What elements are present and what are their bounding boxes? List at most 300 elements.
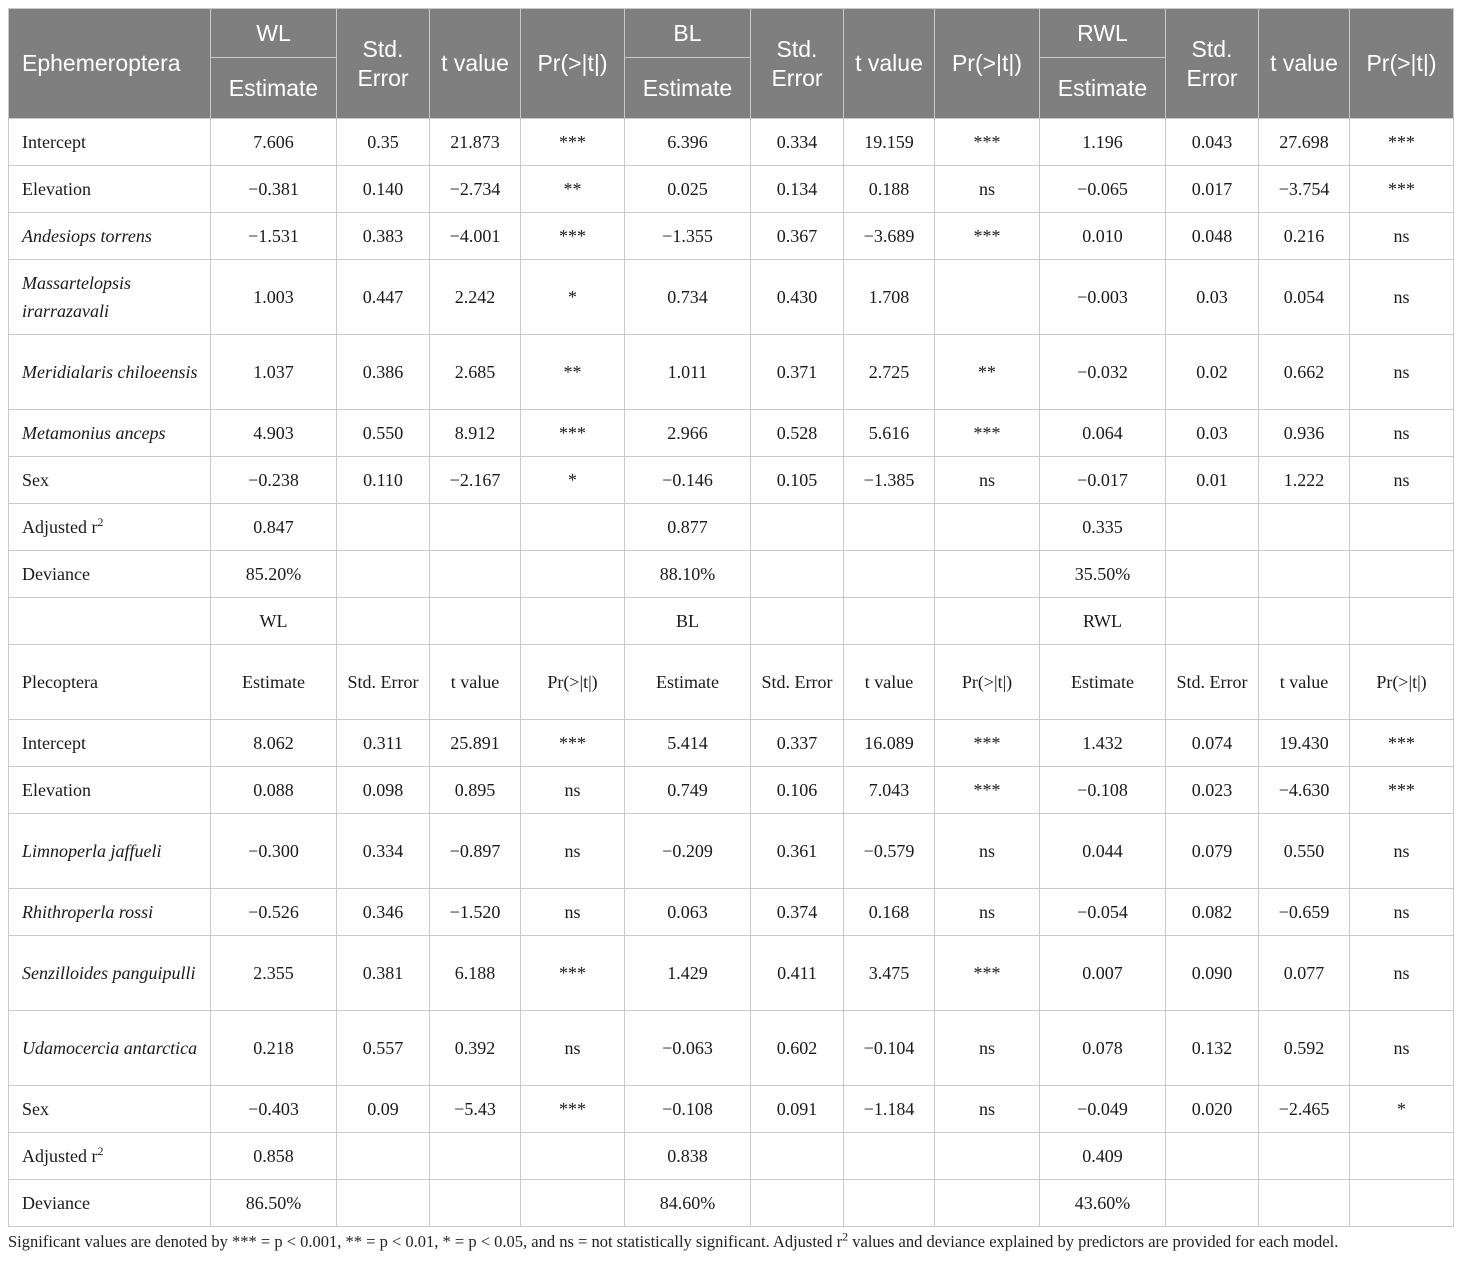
table-cell: 0.105	[751, 457, 844, 504]
table-cell: ns	[1350, 213, 1454, 260]
table-cell: 0.346	[337, 889, 430, 936]
adjusted-r2-value: 0.877	[625, 504, 751, 551]
table-cell: ***	[935, 213, 1040, 260]
table-cell: *	[521, 260, 625, 335]
table-cell: ns	[935, 814, 1040, 889]
group-label-rwl: RWL	[1040, 598, 1166, 645]
adjusted-r-superscript: 2	[97, 1143, 104, 1158]
table-cell: −2.465	[1259, 1086, 1350, 1133]
table-cell: −0.381	[211, 166, 337, 213]
table-cell: 0.007	[1040, 936, 1166, 1011]
empty-cell	[430, 598, 521, 645]
predictor-label: Metamonius anceps	[9, 410, 211, 457]
std-error-header: Std. Error	[1166, 9, 1259, 119]
table-cell: 19.159	[844, 119, 935, 166]
adjusted-r2-value: 0.409	[1040, 1133, 1166, 1180]
table-cell: −2.167	[430, 457, 521, 504]
table-cell: ***	[935, 720, 1040, 767]
table-cell: **	[935, 335, 1040, 410]
table-cell: 0.374	[751, 889, 844, 936]
table-cell: 0.602	[751, 1011, 844, 1086]
empty-cell	[751, 551, 844, 598]
table-cell: −0.063	[625, 1011, 751, 1086]
empty-cell	[337, 551, 430, 598]
empty-cell	[337, 598, 430, 645]
regression-table	[8, 8, 1454, 1227]
group-header-rwl: RWL	[1040, 9, 1166, 58]
empty-cell	[1350, 551, 1454, 598]
empty-cell	[337, 1180, 430, 1227]
empty-cell	[844, 504, 935, 551]
table-cell: 0.550	[337, 410, 430, 457]
table-cell: −0.659	[1259, 889, 1350, 936]
table-cell: 5.414	[625, 720, 751, 767]
table-cell: 0.082	[1166, 889, 1259, 936]
predictor-label: Andesiops torrens	[9, 213, 211, 260]
t-value-label: t value	[430, 645, 521, 720]
std-error-label: Std. Error	[1166, 645, 1259, 720]
t-value-label: t value	[844, 645, 935, 720]
table-cell: −0.065	[1040, 166, 1166, 213]
empty-cell	[935, 1180, 1040, 1227]
group-header-bl: BL	[625, 9, 751, 58]
order-header: Ephemeroptera	[9, 9, 211, 119]
empty-cell	[1259, 504, 1350, 551]
table-cell: −0.403	[211, 1086, 337, 1133]
empty-cell	[935, 598, 1040, 645]
estimate-label: Estimate	[1040, 645, 1166, 720]
footnote-text-end: values and deviance explained by predictors are provided for each model.	[848, 1232, 1339, 1251]
table-cell: −0.238	[211, 457, 337, 504]
table-cell: 1.037	[211, 335, 337, 410]
table-cell: **	[521, 335, 625, 410]
table-cell: ns	[1350, 889, 1454, 936]
empty-cell	[935, 551, 1040, 598]
table-cell: ns	[935, 1086, 1040, 1133]
table-cell: 4.903	[211, 410, 337, 457]
table-cell: 27.698	[1259, 119, 1350, 166]
table-cell: 0.216	[1259, 213, 1350, 260]
empty-cell	[935, 504, 1040, 551]
table-cell	[935, 260, 1040, 335]
table-cell: ns	[1350, 260, 1454, 335]
table-cell: 2.242	[430, 260, 521, 335]
table-cell: ns	[1350, 410, 1454, 457]
table-cell: 8.062	[211, 720, 337, 767]
table-cell: −0.209	[625, 814, 751, 889]
empty-cell	[1259, 1133, 1350, 1180]
table-cell: 0.132	[1166, 1011, 1259, 1086]
table-cell: 0.110	[337, 457, 430, 504]
table-cell: 0.074	[1166, 720, 1259, 767]
table-cell: ***	[521, 410, 625, 457]
table-cell: 0.311	[337, 720, 430, 767]
table-cell: 0.098	[337, 767, 430, 814]
table-cell: 0.044	[1040, 814, 1166, 889]
table-cell: 2.355	[211, 936, 337, 1011]
table-row	[9, 720, 1454, 767]
adjusted-r-label-text: Adjusted r	[22, 516, 98, 537]
empty-cell	[1166, 504, 1259, 551]
table-cell: 7.606	[211, 119, 337, 166]
predictor-label: Elevation	[9, 767, 211, 814]
table-cell: 0.188	[844, 166, 935, 213]
table-cell: −3.754	[1259, 166, 1350, 213]
t-value-header: t value	[844, 9, 935, 119]
adjusted-r2-value: 0.858	[211, 1133, 337, 1180]
table-cell: −4.001	[430, 213, 521, 260]
table-cell: 0.090	[1166, 936, 1259, 1011]
table-cell: 8.912	[430, 410, 521, 457]
table-footnote	[8, 1230, 1453, 1253]
table-cell: 0.411	[751, 936, 844, 1011]
table-cell: −0.032	[1040, 335, 1166, 410]
table-cell: ns	[1350, 1011, 1454, 1086]
table-cell: 16.089	[844, 720, 935, 767]
table-row	[9, 335, 1454, 410]
table-cell: 0.35	[337, 119, 430, 166]
table-cell: −1.355	[625, 213, 751, 260]
table-cell: 0.09	[337, 1086, 430, 1133]
table-cell: 0.140	[337, 166, 430, 213]
empty-cell	[521, 1133, 625, 1180]
empty-cell	[1350, 504, 1454, 551]
estimate-header: Estimate	[1040, 58, 1166, 119]
table-cell: −0.526	[211, 889, 337, 936]
plecoptera-header-row	[9, 645, 1454, 720]
table-cell: ***	[521, 119, 625, 166]
pr-header: Pr(>|t|)	[1350, 9, 1454, 119]
empty-cell	[1350, 598, 1454, 645]
table-cell: 0.025	[625, 166, 751, 213]
table-cell: 1.011	[625, 335, 751, 410]
group-header-wl: WL	[211, 9, 337, 58]
empty-cell	[1259, 1180, 1350, 1227]
adjusted-r2-value: 0.838	[625, 1133, 751, 1180]
table-cell: ns	[935, 889, 1040, 936]
table-cell: −0.003	[1040, 260, 1166, 335]
table-row	[9, 260, 1454, 335]
table-cell: 0.091	[751, 1086, 844, 1133]
table-cell: 25.891	[430, 720, 521, 767]
table-cell: 0.749	[625, 767, 751, 814]
table-cell: 1.222	[1259, 457, 1350, 504]
table-cell: *	[1350, 1086, 1454, 1133]
adjusted-r-label-text: Adjusted r	[22, 1145, 98, 1166]
empty-cell	[751, 1180, 844, 1227]
predictor-label: Elevation	[9, 166, 211, 213]
table-cell: **	[521, 166, 625, 213]
table-cell: 0.662	[1259, 335, 1350, 410]
t-value-label: t value	[1259, 645, 1350, 720]
table-cell: −3.689	[844, 213, 935, 260]
std-error-header: Std. Error	[751, 9, 844, 119]
table-cell: 0.557	[337, 1011, 430, 1086]
t-value-header: t value	[1259, 9, 1350, 119]
table-row	[9, 889, 1454, 936]
table-cell: 0.367	[751, 213, 844, 260]
table-cell: ns	[1350, 936, 1454, 1011]
table-cell: 0.550	[1259, 814, 1350, 889]
table-cell: 0.010	[1040, 213, 1166, 260]
ephemeroptera-section	[9, 119, 1454, 598]
table-cell: 0.01	[1166, 457, 1259, 504]
table-cell: 1.003	[211, 260, 337, 335]
table-cell: 6.188	[430, 936, 521, 1011]
table-cell: −0.049	[1040, 1086, 1166, 1133]
table-row	[9, 767, 1454, 814]
table-cell: 0.334	[751, 119, 844, 166]
table-cell: ***	[935, 119, 1040, 166]
table-row	[9, 457, 1454, 504]
table-cell: 2.685	[430, 335, 521, 410]
empty-cell	[751, 504, 844, 551]
empty-cell	[844, 551, 935, 598]
table-cell: 0.528	[751, 410, 844, 457]
adjusted-r2-row	[9, 1133, 1454, 1180]
empty-cell	[521, 504, 625, 551]
table-cell: 0.168	[844, 889, 935, 936]
table-cell: ns	[521, 767, 625, 814]
predictor-label: Intercept	[9, 119, 211, 166]
table-cell: 0.106	[751, 767, 844, 814]
t-value-header: t value	[430, 9, 521, 119]
pr-label: Pr(>|t|)	[1350, 645, 1454, 720]
table-cell: 0.383	[337, 213, 430, 260]
table-cell: 7.043	[844, 767, 935, 814]
table-cell: ***	[521, 936, 625, 1011]
table-cell: 0.064	[1040, 410, 1166, 457]
table-cell: 2.966	[625, 410, 751, 457]
table-cell: ***	[521, 720, 625, 767]
table-cell: 0.063	[625, 889, 751, 936]
footnote-superscript: 2	[842, 1229, 849, 1244]
plecoptera-group-row	[9, 598, 1454, 645]
adjusted-r2-row	[9, 504, 1454, 551]
table-cell: −0.108	[1040, 767, 1166, 814]
estimate-label: Estimate	[625, 645, 751, 720]
table-cell: −1.184	[844, 1086, 935, 1133]
deviance-value: 43.60%	[1040, 1180, 1166, 1227]
table-row	[9, 119, 1454, 166]
table-cell: 0.134	[751, 166, 844, 213]
std-error-header: Std. Error	[337, 9, 430, 119]
table-cell: ns	[935, 1011, 1040, 1086]
table-cell: 0.936	[1259, 410, 1350, 457]
estimate-header: Estimate	[625, 58, 751, 119]
empty-cell	[1350, 1133, 1454, 1180]
deviance-value: 88.10%	[625, 551, 751, 598]
table-cell: 2.725	[844, 335, 935, 410]
table-cell: ns	[935, 166, 1040, 213]
table-cell: ns	[935, 457, 1040, 504]
adjusted-r2-label	[9, 504, 211, 551]
table-cell: 0.447	[337, 260, 430, 335]
table-cell: 0.020	[1166, 1086, 1259, 1133]
table-cell: 6.396	[625, 119, 751, 166]
empty-cell	[9, 598, 211, 645]
table-cell: 0.043	[1166, 119, 1259, 166]
estimate-header: Estimate	[211, 58, 337, 119]
predictor-label: Intercept	[9, 720, 211, 767]
empty-cell	[844, 598, 935, 645]
table-cell: ns	[1350, 457, 1454, 504]
table-cell: 0.048	[1166, 213, 1259, 260]
table-cell: 0.078	[1040, 1011, 1166, 1086]
table-cell: 19.430	[1259, 720, 1350, 767]
adjusted-r-superscript: 2	[97, 514, 104, 529]
empty-cell	[337, 1133, 430, 1180]
table-row	[9, 410, 1454, 457]
table-cell: 1.432	[1040, 720, 1166, 767]
table-cell: −2.734	[430, 166, 521, 213]
table-cell: 0.430	[751, 260, 844, 335]
table-cell: ***	[1350, 767, 1454, 814]
table-cell: 0.023	[1166, 767, 1259, 814]
empty-cell	[751, 1133, 844, 1180]
table-cell: −0.108	[625, 1086, 751, 1133]
empty-cell	[1166, 1180, 1259, 1227]
empty-cell	[1166, 551, 1259, 598]
empty-cell	[430, 1133, 521, 1180]
table-cell: 5.616	[844, 410, 935, 457]
predictor-label: Limnoperla jaffueli	[9, 814, 211, 889]
table-cell: 3.475	[844, 936, 935, 1011]
predictor-label: Rhithroperla rossi	[9, 889, 211, 936]
table-cell: −0.146	[625, 457, 751, 504]
table-cell: −0.579	[844, 814, 935, 889]
table-cell: ns	[521, 814, 625, 889]
empty-cell	[844, 1133, 935, 1180]
pr-header: Pr(>|t|)	[521, 9, 625, 119]
table-cell: −1.520	[430, 889, 521, 936]
order-label: Plecoptera	[9, 645, 211, 720]
deviance-value: 35.50%	[1040, 551, 1166, 598]
table-cell: 1.429	[625, 936, 751, 1011]
table-cell: −1.531	[211, 213, 337, 260]
table-cell: 0.334	[337, 814, 430, 889]
empty-cell	[844, 1180, 935, 1227]
table-cell: 0.895	[430, 767, 521, 814]
empty-cell	[1350, 1180, 1454, 1227]
empty-cell	[337, 504, 430, 551]
table-cell: 0.077	[1259, 936, 1350, 1011]
predictor-label: Udamocercia antarctica	[9, 1011, 211, 1086]
table-cell: 0.337	[751, 720, 844, 767]
table-cell: *	[521, 457, 625, 504]
empty-cell	[1259, 598, 1350, 645]
plecoptera-section	[9, 598, 1454, 1227]
adjusted-r2-value: 0.847	[211, 504, 337, 551]
predictor-label: Sex	[9, 457, 211, 504]
deviance-value: 86.50%	[211, 1180, 337, 1227]
table-cell: 0.734	[625, 260, 751, 335]
group-label-bl: BL	[625, 598, 751, 645]
table-row	[9, 814, 1454, 889]
table-cell: 0.218	[211, 1011, 337, 1086]
table-cell: ***	[1350, 166, 1454, 213]
empty-cell	[430, 551, 521, 598]
table-cell: ***	[521, 213, 625, 260]
predictor-label: Massartelopsis irarrazavali	[9, 260, 211, 335]
deviance-row	[9, 1180, 1454, 1227]
table-cell: −0.017	[1040, 457, 1166, 504]
table-cell: ns	[521, 1011, 625, 1086]
table-row	[9, 936, 1454, 1011]
predictor-label: Sex	[9, 1086, 211, 1133]
adjusted-r2-label	[9, 1133, 211, 1180]
std-error-label: Std. Error	[337, 645, 430, 720]
table-cell: ns	[521, 889, 625, 936]
deviance-label: Deviance	[9, 551, 211, 598]
empty-cell	[430, 504, 521, 551]
deviance-value: 85.20%	[211, 551, 337, 598]
empty-cell	[751, 598, 844, 645]
table-cell: −0.054	[1040, 889, 1166, 936]
table-cell: 0.054	[1259, 260, 1350, 335]
deviance-label: Deviance	[9, 1180, 211, 1227]
table-cell: 21.873	[430, 119, 521, 166]
table-cell: 0.361	[751, 814, 844, 889]
table-cell: 0.03	[1166, 260, 1259, 335]
std-error-label: Std. Error	[751, 645, 844, 720]
table-cell: 0.03	[1166, 410, 1259, 457]
table-cell: 0.088	[211, 767, 337, 814]
empty-cell	[430, 1180, 521, 1227]
empty-cell	[521, 551, 625, 598]
table-cell: ***	[935, 936, 1040, 1011]
empty-cell	[521, 1180, 625, 1227]
table-cell: 0.592	[1259, 1011, 1350, 1086]
predictor-label: Meridialaris chiloeensis	[9, 335, 211, 410]
table-cell: ns	[1350, 335, 1454, 410]
table-cell: ***	[521, 1086, 625, 1133]
table-cell: ***	[935, 410, 1040, 457]
table-row	[9, 1086, 1454, 1133]
table-cell: ns	[1350, 814, 1454, 889]
empty-cell	[521, 598, 625, 645]
table-cell: ***	[935, 767, 1040, 814]
estimate-label: Estimate	[211, 645, 337, 720]
table-cell: −5.43	[430, 1086, 521, 1133]
table-cell: −1.385	[844, 457, 935, 504]
table-cell: 0.017	[1166, 166, 1259, 213]
group-label-wl: WL	[211, 598, 337, 645]
empty-cell	[935, 1133, 1040, 1180]
table-container	[8, 8, 1453, 1227]
table-cell: −0.300	[211, 814, 337, 889]
deviance-value: 84.60%	[625, 1180, 751, 1227]
pr-header: Pr(>|t|)	[935, 9, 1040, 119]
table-cell: ***	[1350, 720, 1454, 767]
table-cell: ***	[1350, 119, 1454, 166]
table-row	[9, 166, 1454, 213]
empty-cell	[1259, 551, 1350, 598]
table-cell: 0.386	[337, 335, 430, 410]
pr-label: Pr(>|t|)	[935, 645, 1040, 720]
table-cell: 0.371	[751, 335, 844, 410]
table-cell: −0.897	[430, 814, 521, 889]
footnote-text: Significant values are denoted by *** = p < 0.001, ** = p < 0.01, * = p < 0.05, and ns = not statistically significant. Adjusted r	[8, 1232, 843, 1251]
table-cell: 1.708	[844, 260, 935, 335]
table-cell: 0.02	[1166, 335, 1259, 410]
adjusted-r2-value: 0.335	[1040, 504, 1166, 551]
table-cell: 0.079	[1166, 814, 1259, 889]
predictor-label: Senzilloides panguipulli	[9, 936, 211, 1011]
table-cell: 0.381	[337, 936, 430, 1011]
empty-cell	[1166, 598, 1259, 645]
table-cell: 1.196	[1040, 119, 1166, 166]
